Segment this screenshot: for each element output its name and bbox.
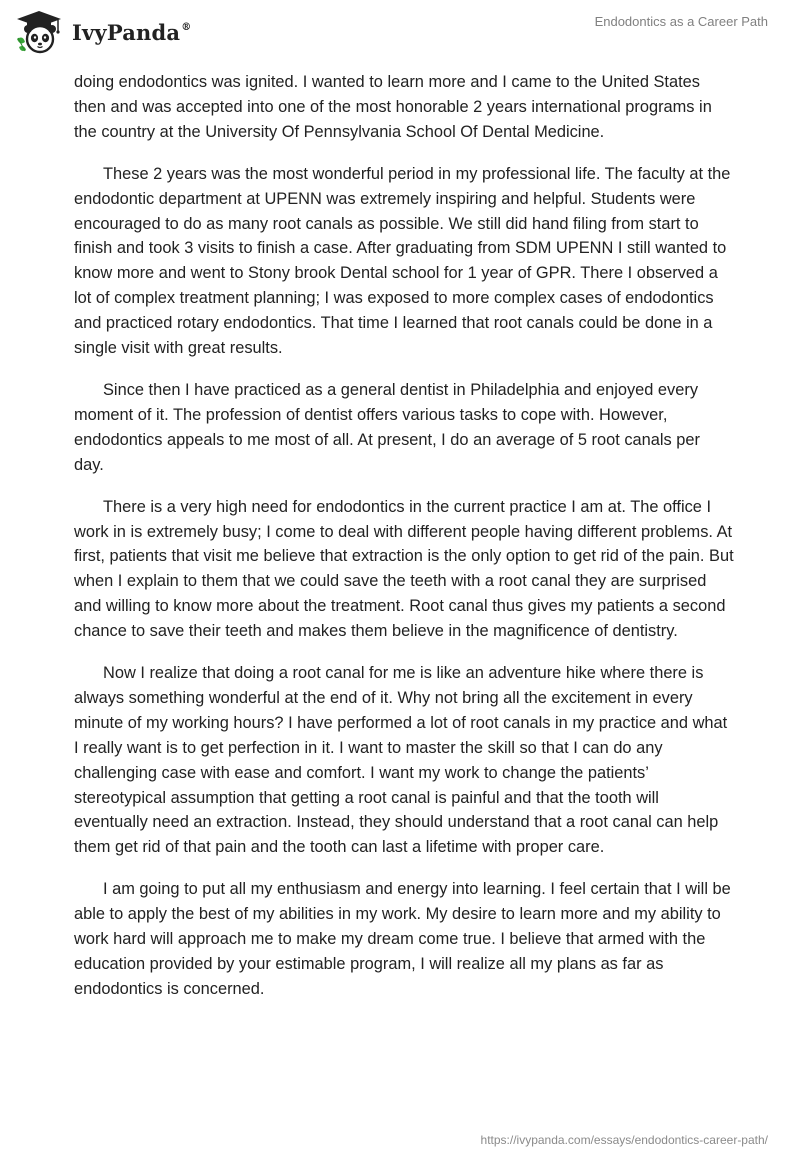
paragraph: Now I realize that doing a root canal for me is like an adventure hike where there is always something wonderful at the end of it. Why not bring all the excitement in every minute of my working hours? I have performed a lot of root canals in my practice and what I really want is to get perfection in it. I want to master the skill so that I can do any challenging case with ease and comfort. I want my work to change the patients’ stereotypical assumption that getting a root canal is painful and that the tooth will eventually need an extraction. Instead, they should understand that a root canal can help them get rid of that pain and the tooth can last a lifetime with proper care. bbox=[74, 664, 728, 857]
ivypanda-logo[interactable] bbox=[14, 8, 191, 56]
brand-name: IvyPanda® bbox=[72, 19, 192, 45]
essay-body bbox=[74, 70, 734, 1019]
paragraph: doing endodontics was ignited. I wanted to learn more and I came to the United States then and was accepted into one of the most honorable 2 years international programs in the country at the University Of Pennsylvania School Of Dental Medicine. bbox=[74, 73, 712, 141]
page-header bbox=[0, 0, 800, 70]
panda-graduate-icon bbox=[14, 9, 64, 55]
paragraph: There is a very high need for endodontics in the current practice I am at. The office I work in is extremely busy; I come to deal with different people having different problems. At first, patients that visit me believe that extraction is the only option to get rid of the pain. But when I explain to them that we could save the teeth with a root canal they are surprised and willing to know more about the treatment. Root canal thus gives my patients a second chance to save their teeth and makes them believe in the magnificence of dentistry. bbox=[74, 497, 734, 641]
running-title: Endodontics as a Career Path bbox=[594, 14, 768, 29]
source-url[interactable]: https://ivypanda.com/essays/endodontics-career-path/ bbox=[480, 1133, 768, 1147]
paragraph: I am going to put all my enthusiasm and energy into learning. I feel certain that I will be able to apply the best of my abilities in my work. My desire to learn more and my ability to work hard will approach me to make my dream come true. I believe that armed with the education provided by your estimable program, I will realize all my plans as far as endodontics is concerned. bbox=[74, 880, 731, 998]
paragraph: Since then I have practiced as a general dentist in Philadelphia and enjoyed every moment of it. The profession of dentist offers various tasks to cope with. However, endodontics appeals to me most of all. At present, I do an average of 5 root canals per day. bbox=[74, 380, 700, 474]
paragraph: These 2 years was the most wonderful period in my professional life. The faculty at the endodontic department at UPENN was extremely inspiring and helpful. Students were encouraged to do as many root canals as possible. We still did hand filing from start to finish and took 3 visits to finish a case. After graduating from SDM UPENN I still wanted to know more and went to Stony brook Dental school for 1 year of GPR. There I observed a lot of complex treatment planning; I was exposed to more complex cases of endodontics and practiced rotary endodontics. That time I learned that root canals could be done in a single visit with great results. bbox=[74, 164, 731, 358]
brand-registered-mark: ® bbox=[181, 21, 192, 33]
